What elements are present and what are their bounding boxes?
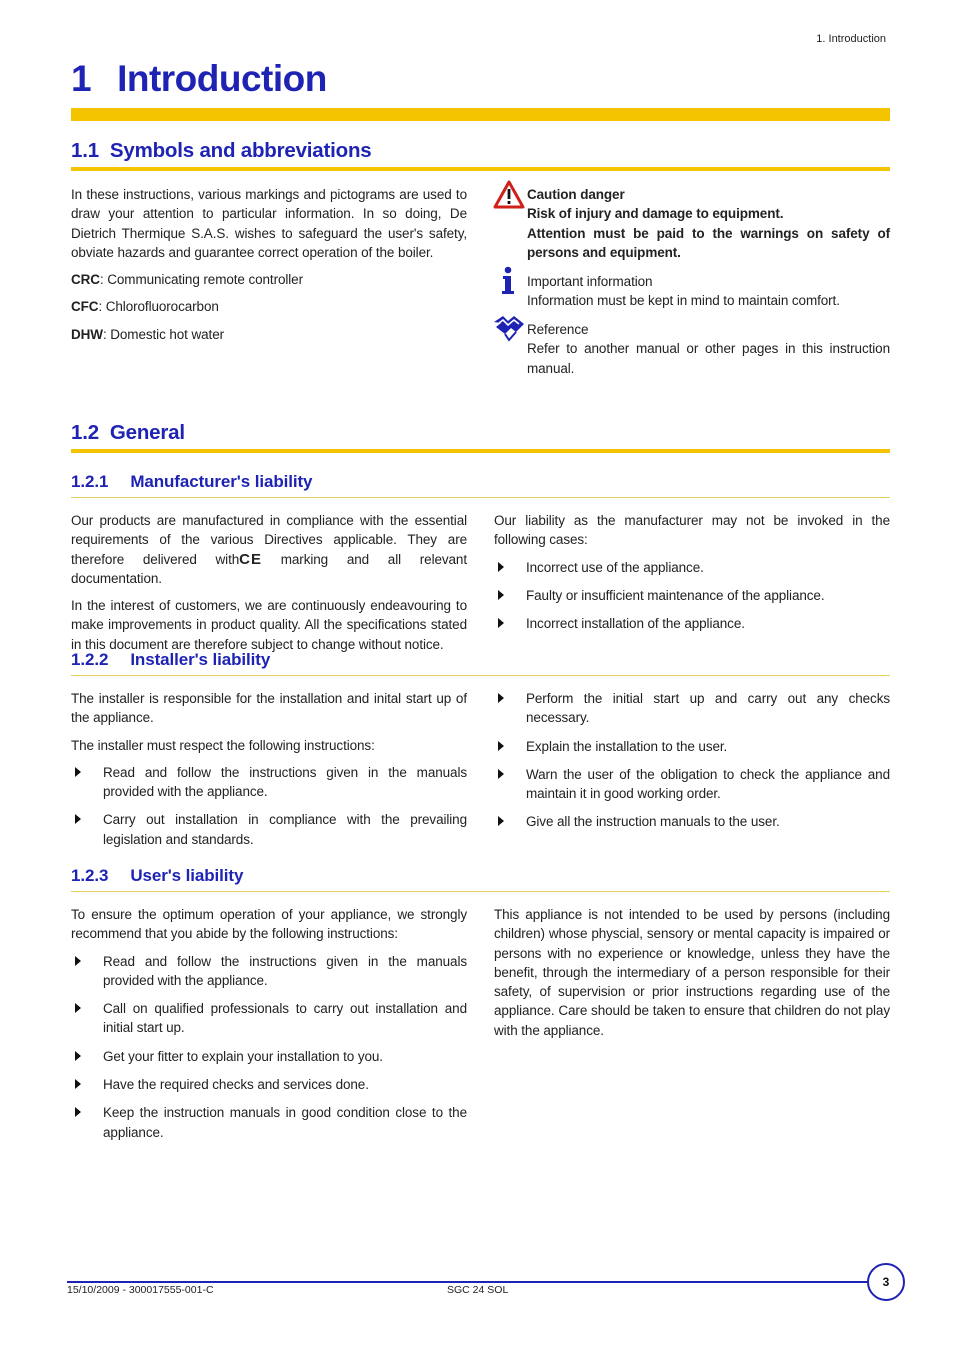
abbr-cfc: CFC: Chlorofluorocarbon	[71, 299, 219, 315]
s121-paragraph-1: Our products are manufactured in compliance with the essential requirements of the various Directives applicable. They are therefore delivered withCE marking and all relevant documentation.	[71, 513, 467, 586]
bullet-arrow-icon	[498, 618, 504, 628]
bullet-arrow-icon	[75, 1107, 81, 1117]
s122-paragraph-1: The installer is responsible for the installation and inital start up of the appliance.	[71, 691, 467, 726]
s122-right-column	[494, 689, 890, 841]
bullet-arrow-icon	[498, 693, 504, 703]
bullet-arrow-icon	[75, 814, 81, 824]
danger-title: Caution danger	[527, 187, 625, 202]
s123-left-column	[71, 905, 467, 1151]
s123-paragraph-1: To ensure the optimum operation of your appliance, we strongly recommend that you abide by the following instructions:	[71, 907, 467, 942]
s122-left-column	[71, 689, 467, 858]
section-bar-1-2	[71, 449, 890, 453]
warning-triangle-icon	[493, 180, 525, 210]
s121-left-column	[71, 511, 467, 662]
s122-paragraph-2: The installer must respect the following instructions:	[71, 737, 375, 753]
s11-intro: In these instructions, various markings and pictograms are used to draw your attention to particular information. In so doing, De Dietrich Thermique S.A.S. wishes to safeguard the user's safety, obviate hazards and guarantee correct operation of the boiler.	[71, 187, 467, 260]
abbr-dhw: DHW: Domestic hot water	[71, 326, 224, 342]
section-heading-1-2: 1.2 General	[71, 421, 185, 444]
info-icon	[499, 266, 517, 296]
danger-line2: Attention must be paid to the warnings on safety of persons and equipment.	[527, 225, 890, 260]
list-item: Give all the instruction manuals to the user.	[494, 812, 890, 831]
danger-block	[527, 185, 890, 262]
section-heading-1-1: 1.1 Symbols and abbreviations	[71, 139, 372, 162]
list-item: Carry out installation in compliance with the prevailing legislation and standards.	[71, 810, 467, 849]
list-item: Read and follow the instructions given in the manuals provided with the appliance.	[71, 952, 467, 991]
chapter-title-text: Introduction	[117, 58, 327, 99]
bullet-arrow-icon	[75, 767, 81, 777]
s11-left-column	[71, 185, 467, 352]
s121-paragraph-2: In the interest of customers, we are continuously endeavouring to make improvements in product quality. All the specifications stated in this document are therefore subject to change without notice.	[71, 598, 467, 652]
list-item: Perform the initial start up and carry out any checks necessary.	[494, 689, 890, 728]
danger-line1: Risk of injury and damage to equipment.	[527, 206, 784, 222]
list-item: Incorrect use of the appliance.	[494, 558, 890, 577]
bullet-arrow-icon	[498, 562, 504, 572]
subsection-rule-1-2-3	[71, 891, 890, 892]
list-item: Keep the instruction manuals in good condition close to the appliance.	[71, 1103, 467, 1142]
reference-title: Reference	[527, 322, 589, 337]
list-item: Read and follow the instructions given in the manuals provided with the appliance.	[71, 763, 467, 802]
page-number: 3	[867, 1263, 905, 1301]
subsection-rule-1-2-2	[71, 675, 890, 676]
reference-text: Refer to another manual or other pages in this instruction manual.	[527, 341, 890, 376]
bullet-arrow-icon	[498, 769, 504, 779]
subsection-heading-1-2-1: 1.2.1 Manufacturer's liability	[71, 472, 313, 491]
subsection-heading-1-2-2: 1.2.2 Installer's liability	[71, 650, 271, 669]
chapter-title	[71, 58, 327, 100]
list-item: Call on qualified professionals to carry out installation and initial start up.	[71, 999, 467, 1038]
abbr-crc: CRC: Communicating remote controller	[71, 272, 303, 288]
s121-right-intro: Our liability as the manufacturer may not be invoked in the following cases:	[494, 513, 890, 548]
list-item: Incorrect installation of the appliance.	[494, 614, 890, 633]
footer-rule	[67, 1281, 869, 1283]
section-bar-1-1	[71, 167, 890, 171]
footer-document-ref: 15/10/2009 - 300017555-001-C	[67, 1284, 214, 1296]
bullet-arrow-icon	[75, 956, 81, 966]
bullet-arrow-icon	[498, 816, 504, 826]
chapter-number: 1	[71, 58, 92, 99]
ce-mark: CE	[239, 550, 262, 568]
list-item: Faulty or insufficient maintenance of the appliance.	[494, 586, 890, 605]
reference-block	[527, 320, 890, 378]
footer-model: SGC 24 SOL	[447, 1284, 509, 1296]
subsection-rule-1-2-1	[71, 497, 890, 498]
bullet-arrow-icon	[75, 1003, 81, 1013]
reference-icon	[492, 313, 526, 343]
s121-right-column	[494, 511, 890, 642]
bullet-arrow-icon	[498, 590, 504, 600]
list-item: Explain the installation to the user.	[494, 737, 890, 756]
info-block	[527, 272, 890, 311]
info-title: Important information	[527, 274, 653, 289]
bullet-arrow-icon	[75, 1051, 81, 1061]
list-item: Warn the user of the obligation to check the appliance and maintain it in good working order.	[494, 765, 890, 804]
subsection-heading-1-2-3: 1.2.3 User's liability	[71, 866, 244, 885]
list-item: Have the required checks and services done.	[71, 1075, 467, 1094]
s123-right-paragraph: This appliance is not intended to be used by persons (including children) whose physcial, sensory or mental capacity is impaired or persons with no experience or knowledge, unless they have the benefit, through the intermediary of a person responsible for their safety, of supervision or prior instructions regarding use of the appliance. Care should be taken to ensure that children do not play with the appliance.	[494, 907, 890, 1038]
chapter-bar	[71, 108, 890, 121]
s123-right-column	[494, 905, 890, 1048]
running-header: 1. Introduction	[816, 33, 886, 45]
list-item: Get your fitter to explain your installation to you.	[71, 1047, 467, 1066]
info-text: Information must be kept in mind to maintain comfort.	[527, 293, 840, 309]
bullet-arrow-icon	[498, 741, 504, 751]
bullet-arrow-icon	[75, 1079, 81, 1089]
